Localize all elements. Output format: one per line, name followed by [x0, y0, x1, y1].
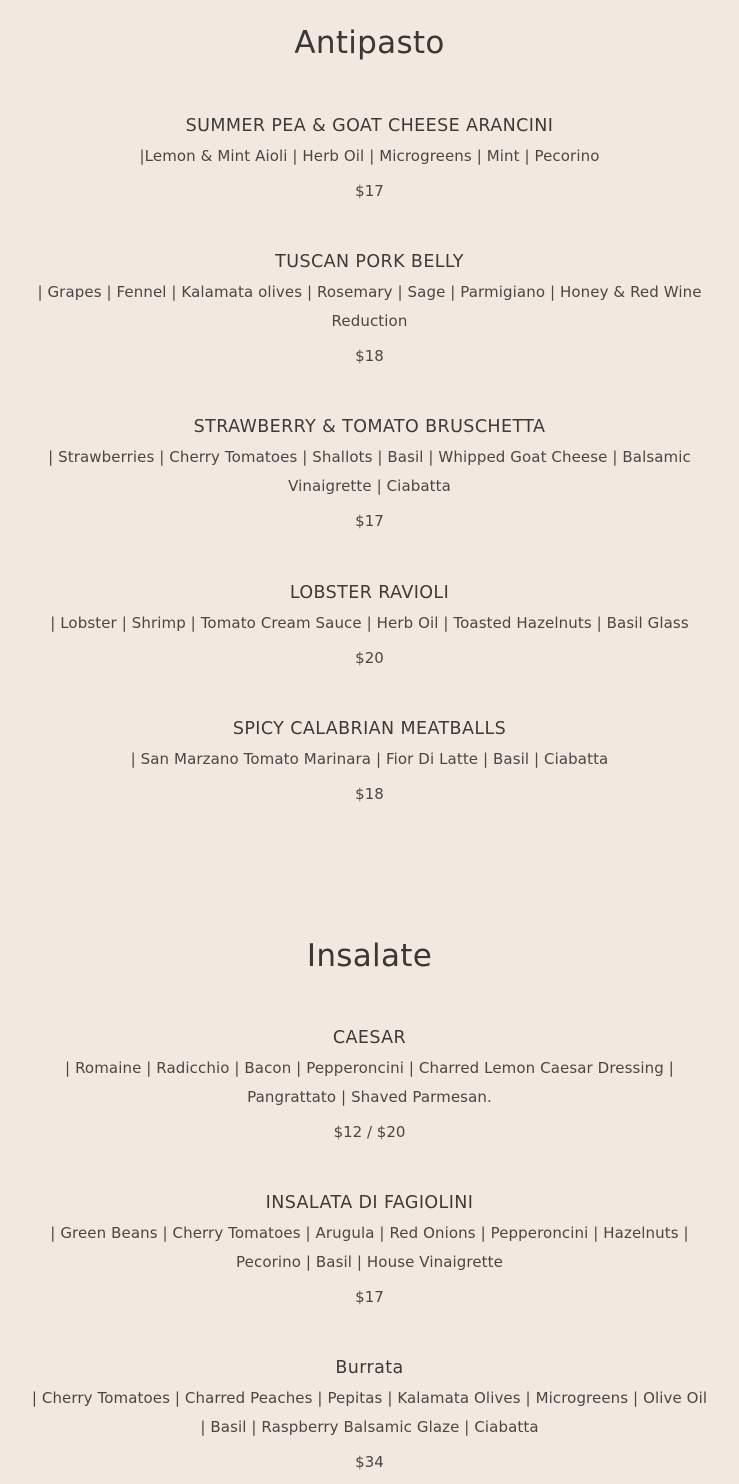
menu-item [30, 580, 709, 669]
menu-item [30, 249, 709, 367]
item-name: LOBSTER RAVIOLI [289, 583, 450, 603]
item-description: |Lemon & Mint Aioli | Herb Oil | Microgreens | Mint | Pecorino [139, 147, 600, 165]
menu-item [30, 1025, 709, 1143]
menu-item [30, 414, 709, 532]
item-description: | San Marzano Tomato Marinara | Fior Di Latte | Basil | Ciabatta [130, 750, 609, 768]
item-name: SPICY CALABRIAN MEATBALLS [232, 719, 507, 739]
item-price: $20 [355, 649, 384, 667]
item-price: $17 [355, 182, 384, 200]
item-price: $12 / $20 [333, 1123, 406, 1141]
item-name: Burrata [335, 1358, 404, 1378]
item-price: $34 [355, 1453, 384, 1471]
item-name: STRAWBERRY & TOMATO BRUSCHETTA [193, 417, 546, 437]
menu-item [30, 1190, 709, 1308]
section-title-antipasto: Antipasto [294, 25, 445, 61]
menu-item [30, 716, 709, 805]
item-name: INSALATA DI FAGIOLINI [265, 1193, 474, 1213]
item-description: | Green Beans | Cherry Tomatoes | Arugula | Red Onions | Pepperoncini | Hazelnuts | Pecorino | Basil | House Vinaigrette [50, 1224, 689, 1271]
menu-item [30, 113, 709, 202]
item-description: | Strawberries | Cherry Tomatoes | Shallots | Basil | Whipped Goat Cheese | Balsamic Vinaigrette | Ciabatta [48, 448, 691, 495]
item-price: $18 [355, 785, 384, 803]
item-price: $17 [355, 1288, 384, 1306]
item-price: $18 [355, 347, 384, 365]
item-description: | Cherry Tomatoes | Charred Peaches | Pepitas | Kalamata Olives | Microgreens | Olive Oil | Basil | Raspberry Balsamic Glaze | Ciabatta [31, 1389, 708, 1436]
section-title-insalate: Insalate [306, 938, 433, 974]
item-name: SUMMER PEA & GOAT CHEESE ARANCINI [185, 116, 554, 136]
item-name: CAESAR [332, 1028, 407, 1048]
menu-item [30, 1355, 709, 1473]
item-name: TUSCAN PORK BELLY [275, 252, 464, 272]
item-description: | Grapes | Fennel | Kalamata olives | Rosemary | Sage | Parmigiano | Honey & Red Wine Reduction [37, 283, 702, 330]
item-description: | Lobster | Shrimp | Tomato Cream Sauce | Herb Oil | Toasted Hazelnuts | Basil Glass [50, 614, 689, 632]
item-description: | Romaine | Radicchio | Bacon | Pepperoncini | Charred Lemon Caesar Dressing | Pangrattato | Shaved Parmesan. [65, 1059, 674, 1106]
item-price: $17 [355, 512, 384, 530]
